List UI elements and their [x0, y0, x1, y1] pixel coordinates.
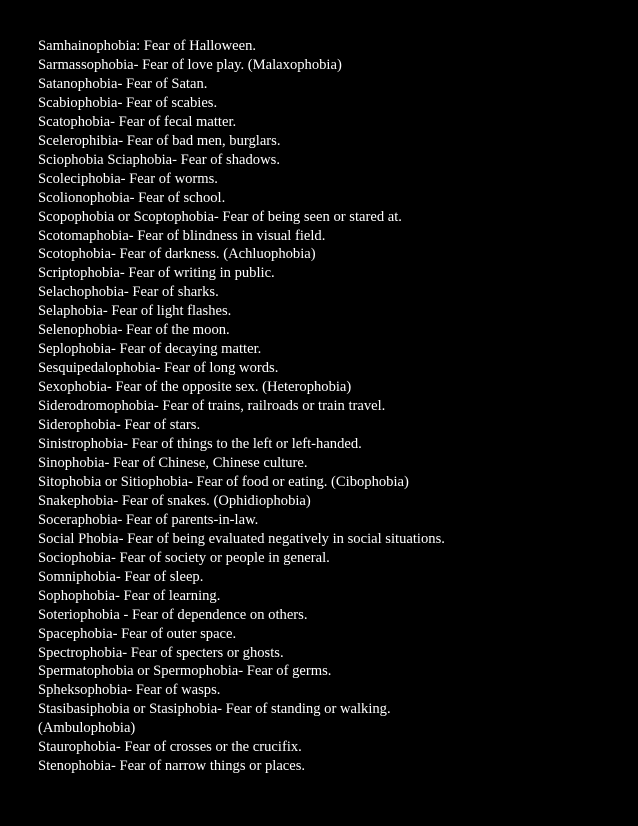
phobia-entry: Soceraphobia- Fear of parents-in-law. — [38, 511, 259, 528]
phobia-entry: Scabiophobia- Fear of scabies. — [38, 94, 218, 111]
phobia-entry: Social Phobia- Fear of being evaluated negatively in social situations. — [38, 530, 445, 547]
phobia-entry: Scelerophibia- Fear of bad men, burglars. — [38, 132, 281, 149]
phobia-entry: Sexophobia- Fear of the opposite sex. (Heterophobia) — [38, 379, 352, 396]
phobia-entry: Sesquipedalophobia- Fear of long words. — [38, 360, 279, 377]
phobia-entry: Selenophobia- Fear of the moon. — [38, 322, 230, 339]
phobia-entry: Spermatophobia or Spermophobia- Fear of germs. — [38, 663, 332, 680]
phobia-entry: Spheksophobia- Fear of wasps. — [38, 682, 221, 699]
phobia-entry: Sociophobia- Fear of society or people in general. — [38, 549, 330, 566]
phobia-entry: Satanophobia- Fear of Satan. — [38, 75, 208, 92]
phobia-entry: Sitophobia or Sitiophobia- Fear of food or eating. (Cibophobia) — [38, 473, 409, 490]
phobia-entry: Scriptophobia- Fear of writing in public. — [38, 265, 275, 282]
phobia-entry: Scotophobia- Fear of darkness. (Achluophobia) — [38, 246, 316, 263]
phobia-entry: Siderodromophobia- Fear of trains, railroads or train travel. — [38, 398, 386, 415]
phobia-entry: Scotomaphobia- Fear of blindness in visual field. — [38, 227, 326, 244]
phobia-entry: Stenophobia- Fear of narrow things or places. — [38, 758, 306, 775]
phobia-entry: Sarmassophobia- Fear of love play. (Malaxophobia) — [38, 56, 342, 73]
phobia-entry: Staurophobia- Fear of crosses or the crucifix. — [38, 739, 302, 756]
phobia-entry: Selaphobia- Fear of light flashes. — [38, 303, 232, 320]
phobia-list — [38, 37, 618, 776]
phobia-entry: Scolionophobia- Fear of school. — [38, 189, 226, 206]
phobia-entry: Siderophobia- Fear of stars. — [38, 417, 201, 434]
phobia-entry: Scopophobia or Scoptophobia- Fear of being seen or stared at. — [38, 208, 402, 225]
phobia-entry: (Ambulophobia) — [38, 720, 136, 737]
phobia-entry: Seplophobia- Fear of decaying matter. — [38, 341, 262, 358]
phobia-entry: Scatophobia- Fear of fecal matter. — [38, 113, 237, 130]
phobia-entry: Sophophobia- Fear of learning. — [38, 587, 221, 604]
phobia-entry: Scoleciphobia- Fear of worms. — [38, 170, 218, 187]
phobia-entry: Sinistrophobia- Fear of things to the left or left-handed. — [38, 436, 362, 453]
phobia-entry: Spacephobia- Fear of outer space. — [38, 625, 237, 642]
phobia-entry: Snakephobia- Fear of snakes. (Ophidiophobia) — [38, 492, 311, 509]
phobia-entry: Somniphobia- Fear of sleep. — [38, 568, 204, 585]
phobia-entry: Sciophobia Sciaphobia- Fear of shadows. — [38, 151, 280, 168]
phobia-entry: Stasibasiphobia or Stasiphobia- Fear of standing or walking. — [38, 701, 391, 718]
phobia-entry: Soteriophobia - Fear of dependence on others. — [38, 606, 308, 623]
phobia-entry: Sinophobia- Fear of Chinese, Chinese culture. — [38, 454, 308, 471]
phobia-entry: Selachophobia- Fear of sharks. — [38, 284, 219, 301]
phobia-entry: Spectrophobia- Fear of specters or ghosts. — [38, 644, 284, 661]
phobia-entry: Samhainophobia: Fear of Halloween. — [38, 38, 257, 54]
